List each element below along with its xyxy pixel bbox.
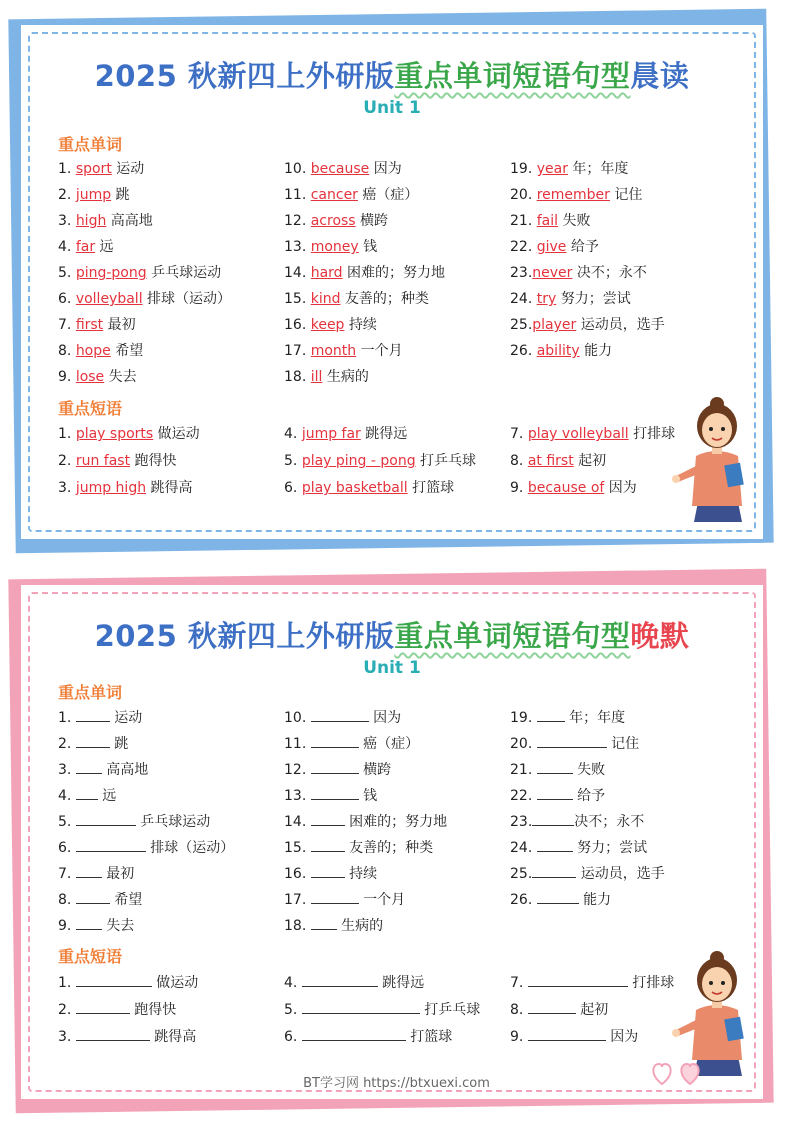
word-item <box>510 734 639 753</box>
word-answer-blank[interactable] <box>537 708 565 722</box>
word-item <box>284 864 377 883</box>
word-number: 11. <box>284 187 311 203</box>
phrase-answer-blank[interactable] <box>302 973 378 987</box>
word-number: 22. <box>510 788 537 804</box>
word-number: 3. <box>58 213 76 229</box>
word-answer: fail <box>536 213 559 229</box>
word-answer-blank[interactable] <box>76 812 136 826</box>
phrase-item <box>510 1027 638 1046</box>
word-meaning: 失去 <box>104 369 137 385</box>
phrase-answer-blank[interactable] <box>302 1000 420 1014</box>
phrase-answer: play sports <box>75 426 154 442</box>
word-meaning: 钱 <box>358 239 378 255</box>
phrase-item <box>510 452 606 470</box>
word-item <box>284 264 445 282</box>
phrase-meaning: 跳得远 <box>360 426 408 442</box>
word-meaning: 努力；尝试 <box>556 291 631 307</box>
word-item <box>284 838 433 857</box>
word-item <box>58 786 116 805</box>
phrase-number: 6. <box>284 1029 302 1045</box>
word-number: 17. <box>284 892 311 908</box>
phrase-number: 2. <box>58 1002 76 1018</box>
phrase-item <box>58 1027 196 1046</box>
word-meaning: 乒乓球运动 <box>146 265 222 281</box>
word-number: 5. <box>58 814 76 830</box>
morning-card <box>18 22 766 542</box>
word-number: 1. <box>58 161 76 177</box>
word-answer-blank[interactable] <box>76 890 110 904</box>
word-number: 10. <box>284 161 311 177</box>
word-meaning: 一个月 <box>356 343 403 359</box>
word-item <box>510 186 642 204</box>
word-number: 24. <box>510 291 537 307</box>
word-meaning: 希望 <box>110 343 144 359</box>
phrase-meaning: 因为 <box>605 1029 639 1045</box>
word-item <box>510 238 599 256</box>
word-meaning: 运动 <box>111 161 145 177</box>
phrase-item <box>284 1027 452 1046</box>
evening-title-part2: 重点单词短语句型 <box>394 619 631 653</box>
word-meaning: 失去 <box>101 918 135 934</box>
phrase-answer-blank[interactable] <box>528 1027 606 1041</box>
word-item <box>58 708 142 727</box>
word-meaning: 决不；永不 <box>574 814 645 830</box>
word-answer: kind <box>310 291 341 307</box>
phrase-item <box>284 479 454 497</box>
phrase-number: 5. <box>284 1002 302 1018</box>
morning-unit-label: Unit 1 <box>363 98 421 118</box>
phrase-number: 1. <box>58 426 76 442</box>
word-item <box>284 760 391 779</box>
phrase-answer: jump far <box>301 426 361 442</box>
word-meaning: 希望 <box>109 892 143 908</box>
word-answer-blank[interactable] <box>311 734 359 748</box>
word-answer: never <box>532 265 573 281</box>
word-answer-blank[interactable] <box>532 812 574 826</box>
word-answer: give <box>536 239 567 255</box>
word-answer: across <box>310 213 356 229</box>
word-answer-blank[interactable] <box>537 760 573 774</box>
word-answer: jump <box>75 187 112 203</box>
word-number: 21. <box>510 762 537 778</box>
word-meaning: 跳 <box>109 736 129 752</box>
word-meaning: 能力 <box>578 892 612 908</box>
word-item <box>510 342 612 360</box>
word-meaning: 最初 <box>101 866 135 882</box>
word-item <box>58 368 137 386</box>
word-meaning: 跳 <box>111 187 130 203</box>
phrase-answer: because of <box>527 480 605 496</box>
word-number: 17. <box>284 343 311 359</box>
word-answer-blank[interactable] <box>76 708 110 722</box>
word-answer: hope <box>75 343 111 359</box>
phrase-meaning: 打乒乓球 <box>419 1002 481 1018</box>
word-number: 16. <box>284 866 311 882</box>
phrase-answer-blank[interactable] <box>76 1000 130 1014</box>
word-answer-blank[interactable] <box>537 890 579 904</box>
word-answer: ping-pong <box>75 265 147 281</box>
phrase-meaning: 做运动 <box>151 975 199 991</box>
word-answer-blank[interactable] <box>76 838 146 852</box>
word-item <box>284 238 377 256</box>
phrase-number: 7. <box>510 426 528 442</box>
phrase-answer: run fast <box>75 453 131 469</box>
word-meaning: 排球（运动） <box>145 840 235 856</box>
phrase-item <box>284 452 476 470</box>
word-number: 18. <box>284 918 311 934</box>
word-number: 12. <box>284 213 311 229</box>
word-answer: try <box>536 291 557 307</box>
word-meaning: 横跨 <box>355 213 389 229</box>
word-meaning: 给予 <box>566 239 599 255</box>
word-number: 14. <box>284 814 311 830</box>
word-answer-blank[interactable] <box>311 916 337 930</box>
phrase-item <box>58 1000 176 1019</box>
phrase-number: 2. <box>58 453 76 469</box>
evening-unit-label: Unit 1 <box>363 658 421 678</box>
word-item <box>510 290 631 308</box>
word-number: 21. <box>510 213 537 229</box>
word-number: 7. <box>58 317 76 333</box>
phrase-item <box>284 425 407 443</box>
word-meaning: 困难的；努力地 <box>344 814 448 830</box>
word-number: 20. <box>510 736 537 752</box>
word-number: 9. <box>58 369 76 385</box>
word-meaning: 运动员，选手 <box>576 866 665 882</box>
phrase-meaning: 打篮球 <box>407 480 455 496</box>
word-number: 10. <box>284 710 311 726</box>
word-number: 8. <box>58 343 76 359</box>
word-answer: volleyball <box>75 291 143 307</box>
teacher-illustration <box>668 394 764 522</box>
word-item <box>510 316 665 334</box>
word-number: 20. <box>510 187 537 203</box>
word-item <box>510 760 605 779</box>
word-item <box>510 264 647 282</box>
word-number: 2. <box>58 736 76 752</box>
word-answer: far <box>75 239 96 255</box>
word-answer: month <box>310 343 357 359</box>
word-meaning: 年；年度 <box>567 161 629 177</box>
word-meaning: 横跨 <box>358 762 392 778</box>
word-item <box>510 864 665 883</box>
word-item <box>284 916 383 935</box>
word-number: 2. <box>58 187 76 203</box>
phrase-item <box>510 973 674 992</box>
phrase-meaning: 起初 <box>575 1002 609 1018</box>
phrase-answer-blank[interactable] <box>76 973 152 987</box>
word-number: 26. <box>510 343 537 359</box>
phrase-item <box>510 425 675 443</box>
phrase-meaning: 跳得高 <box>149 1029 197 1045</box>
word-meaning: 远 <box>95 239 114 255</box>
word-answer-blank[interactable] <box>537 838 573 852</box>
word-answer-blank[interactable] <box>532 864 576 878</box>
word-answer-blank[interactable] <box>311 760 359 774</box>
word-meaning: 癌（症） <box>357 187 419 203</box>
phrase-answer: play basketball <box>301 480 408 496</box>
word-number: 12. <box>284 762 311 778</box>
word-meaning: 一个月 <box>358 892 406 908</box>
morning-title <box>18 54 766 95</box>
word-number: 14. <box>284 265 311 281</box>
word-item <box>58 342 143 360</box>
word-item <box>58 212 153 230</box>
phrase-item <box>58 452 177 470</box>
phrase-item <box>58 425 200 443</box>
phrase-answer: jump high <box>75 480 147 496</box>
word-number: 25. <box>510 317 533 333</box>
word-number: 23. <box>510 265 533 281</box>
phrase-answer: at first <box>527 453 574 469</box>
word-answer: remember <box>536 187 610 203</box>
word-number: 15. <box>284 840 311 856</box>
phrase-number: 3. <box>58 1029 76 1045</box>
phrase-item <box>510 1000 608 1019</box>
word-item <box>58 290 231 308</box>
word-answer: player <box>532 317 577 333</box>
word-item <box>284 160 402 178</box>
word-number: 26. <box>510 892 537 908</box>
word-item <box>58 864 134 883</box>
word-meaning: 因为 <box>368 710 402 726</box>
phrase-item <box>58 479 193 497</box>
phrase-answer-blank[interactable] <box>76 1027 150 1041</box>
word-number: 3. <box>58 762 76 778</box>
word-meaning: 因为 <box>369 161 402 177</box>
evening-phrases-heading: 重点短语 <box>58 947 123 966</box>
word-meaning: 乒乓球运动 <box>135 814 211 830</box>
word-meaning: 记住 <box>606 736 640 752</box>
word-meaning: 生病的 <box>322 369 369 385</box>
word-item <box>510 708 625 727</box>
word-number: 22. <box>510 239 537 255</box>
word-item <box>510 786 605 805</box>
phrase-meaning: 跑得快 <box>130 453 177 469</box>
footer-source: BT学习网 https://btxuexi.com <box>303 1076 490 1091</box>
morning-words-heading: 重点单词 <box>58 135 123 154</box>
phrase-number: 6. <box>284 480 302 496</box>
phrase-number: 9. <box>510 1029 528 1045</box>
word-meaning: 记住 <box>609 187 643 203</box>
word-item <box>510 160 628 178</box>
word-number: 19. <box>510 161 537 177</box>
word-number: 7. <box>58 866 76 882</box>
word-number: 13. <box>284 239 311 255</box>
word-item <box>284 316 377 334</box>
phrase-item <box>510 479 637 497</box>
phrase-number: 4. <box>284 426 302 442</box>
word-number: 16. <box>284 317 311 333</box>
word-meaning: 远 <box>97 788 117 804</box>
word-answer-blank[interactable] <box>311 864 345 878</box>
phrase-meaning: 做运动 <box>153 426 200 442</box>
word-item <box>58 838 234 857</box>
evening-title-part3: 晚默 <box>630 619 690 653</box>
word-meaning: 努力；尝试 <box>572 840 648 856</box>
word-answer-blank[interactable] <box>76 916 102 930</box>
word-item <box>58 264 221 282</box>
word-number: 1. <box>58 710 76 726</box>
word-item <box>58 186 130 204</box>
word-meaning: 年；年度 <box>564 710 626 726</box>
phrase-answer: play volleyball <box>527 426 629 442</box>
word-answer-blank[interactable] <box>76 864 102 878</box>
word-answer-blank[interactable] <box>76 734 110 748</box>
word-item <box>58 316 136 334</box>
word-meaning: 困难的；努力地 <box>342 265 446 281</box>
word-answer-blank[interactable] <box>311 812 345 826</box>
word-answer-blank[interactable] <box>311 890 359 904</box>
word-answer-blank[interactable] <box>76 760 102 774</box>
word-item <box>284 186 418 204</box>
word-number: 4. <box>58 239 76 255</box>
word-meaning: 决不；永不 <box>572 265 647 281</box>
word-number: 19. <box>510 710 537 726</box>
phrase-number: 8. <box>510 453 528 469</box>
teacher-illustration <box>668 948 764 1076</box>
phrase-number: 1. <box>58 975 76 991</box>
word-meaning: 友善的；种类 <box>340 291 429 307</box>
word-number: 6. <box>58 840 76 856</box>
phrase-meaning: 起初 <box>573 453 607 469</box>
word-answer-blank[interactable] <box>311 838 345 852</box>
phrase-meaning: 跳得远 <box>377 975 425 991</box>
word-item <box>284 368 369 386</box>
phrase-meaning: 因为 <box>604 480 637 496</box>
word-meaning: 钱 <box>358 788 378 804</box>
evening-title <box>18 614 766 655</box>
word-item <box>284 812 447 831</box>
word-meaning: 失败 <box>572 762 606 778</box>
word-number: 15. <box>284 291 311 307</box>
word-number: 4. <box>58 788 76 804</box>
phrase-meaning: 打排球 <box>628 426 676 442</box>
phrase-number: 9. <box>510 480 528 496</box>
phrase-number: 5. <box>284 453 302 469</box>
word-item <box>58 812 210 831</box>
evening-title-part1: 2025 秋新四上外研版 <box>94 619 395 653</box>
word-meaning: 运动 <box>109 710 143 726</box>
word-item <box>510 212 590 230</box>
word-answer-blank[interactable] <box>537 786 573 800</box>
phrase-item <box>58 973 198 992</box>
word-item <box>284 890 405 909</box>
phrase-item <box>284 973 424 992</box>
word-meaning: 友善的；种类 <box>344 840 434 856</box>
word-number: 18. <box>284 369 311 385</box>
word-number: 8. <box>58 892 76 908</box>
morning-title-part2: 重点单词短语句型 <box>394 59 631 93</box>
word-item <box>58 734 128 753</box>
word-number: 5. <box>58 265 76 281</box>
morning-title-part1: 2025 秋新四上外研版 <box>94 59 395 93</box>
evening-words-heading: 重点单词 <box>58 683 123 702</box>
word-number: 23. <box>510 814 533 830</box>
word-meaning: 排球（运动） <box>142 291 232 307</box>
word-answer: keep <box>310 317 345 333</box>
word-answer: high <box>75 213 107 229</box>
phrase-number: 3. <box>58 480 76 496</box>
phrase-item <box>284 1000 480 1019</box>
word-answer: lose <box>75 369 105 385</box>
evening-card <box>18 582 766 1102</box>
word-meaning: 持续 <box>344 866 378 882</box>
phrase-number: 8. <box>510 1002 528 1018</box>
phrase-meaning: 打篮球 <box>405 1029 453 1045</box>
word-item <box>58 916 134 935</box>
word-answer-blank[interactable] <box>537 734 607 748</box>
word-number: 9. <box>58 918 76 934</box>
phrase-meaning: 跳得高 <box>146 480 193 496</box>
word-meaning: 给予 <box>572 788 606 804</box>
word-item <box>284 342 403 360</box>
word-answer: sport <box>75 161 112 177</box>
word-item <box>58 760 148 779</box>
phrase-answer-blank[interactable] <box>528 973 628 987</box>
word-item <box>510 838 647 857</box>
phrase-answer: play ping - pong <box>301 453 416 469</box>
word-item <box>510 812 644 831</box>
morning-phrases-heading: 重点短语 <box>58 399 123 418</box>
phrase-number: 7. <box>510 975 528 991</box>
word-number: 24. <box>510 840 537 856</box>
word-item <box>58 890 142 909</box>
word-answer-blank[interactable] <box>76 786 98 800</box>
word-answer: year <box>536 161 568 177</box>
phrase-meaning: 打乒乓球 <box>415 453 477 469</box>
word-answer-blank[interactable] <box>311 708 369 722</box>
word-item <box>510 890 611 909</box>
phrase-answer-blank[interactable] <box>302 1027 406 1041</box>
word-answer: money <box>310 239 359 255</box>
word-meaning: 生病的 <box>336 918 384 934</box>
word-answer: ill <box>310 369 323 385</box>
phrase-meaning: 打排球 <box>627 975 675 991</box>
phrase-answer-blank[interactable] <box>528 1000 576 1014</box>
word-meaning: 高高地 <box>106 213 153 229</box>
word-item <box>284 212 388 230</box>
word-number: 6. <box>58 291 76 307</box>
word-answer: because <box>310 161 370 177</box>
word-answer: ability <box>536 343 580 359</box>
word-item <box>58 238 114 256</box>
word-meaning: 癌（症） <box>358 736 420 752</box>
phrase-meaning: 跑得快 <box>129 1002 177 1018</box>
word-meaning: 失败 <box>558 213 591 229</box>
word-answer: first <box>75 317 104 333</box>
word-meaning: 最初 <box>103 317 136 333</box>
word-answer: cancer <box>310 187 358 203</box>
word-item <box>58 160 144 178</box>
word-answer-blank[interactable] <box>311 786 359 800</box>
word-item <box>284 708 401 727</box>
word-meaning: 高高地 <box>101 762 149 778</box>
word-item <box>284 290 429 308</box>
word-item <box>284 786 377 805</box>
morning-title-part3: 晨读 <box>630 59 690 93</box>
word-meaning: 持续 <box>344 317 377 333</box>
word-number: 25. <box>510 866 533 882</box>
word-number: 13. <box>284 788 311 804</box>
word-item <box>284 734 419 753</box>
word-number: 11. <box>284 736 311 752</box>
word-meaning: 能力 <box>579 343 613 359</box>
word-answer: hard <box>310 265 343 281</box>
word-meaning: 运动员，选手 <box>576 317 665 333</box>
phrase-number: 4. <box>284 975 302 991</box>
